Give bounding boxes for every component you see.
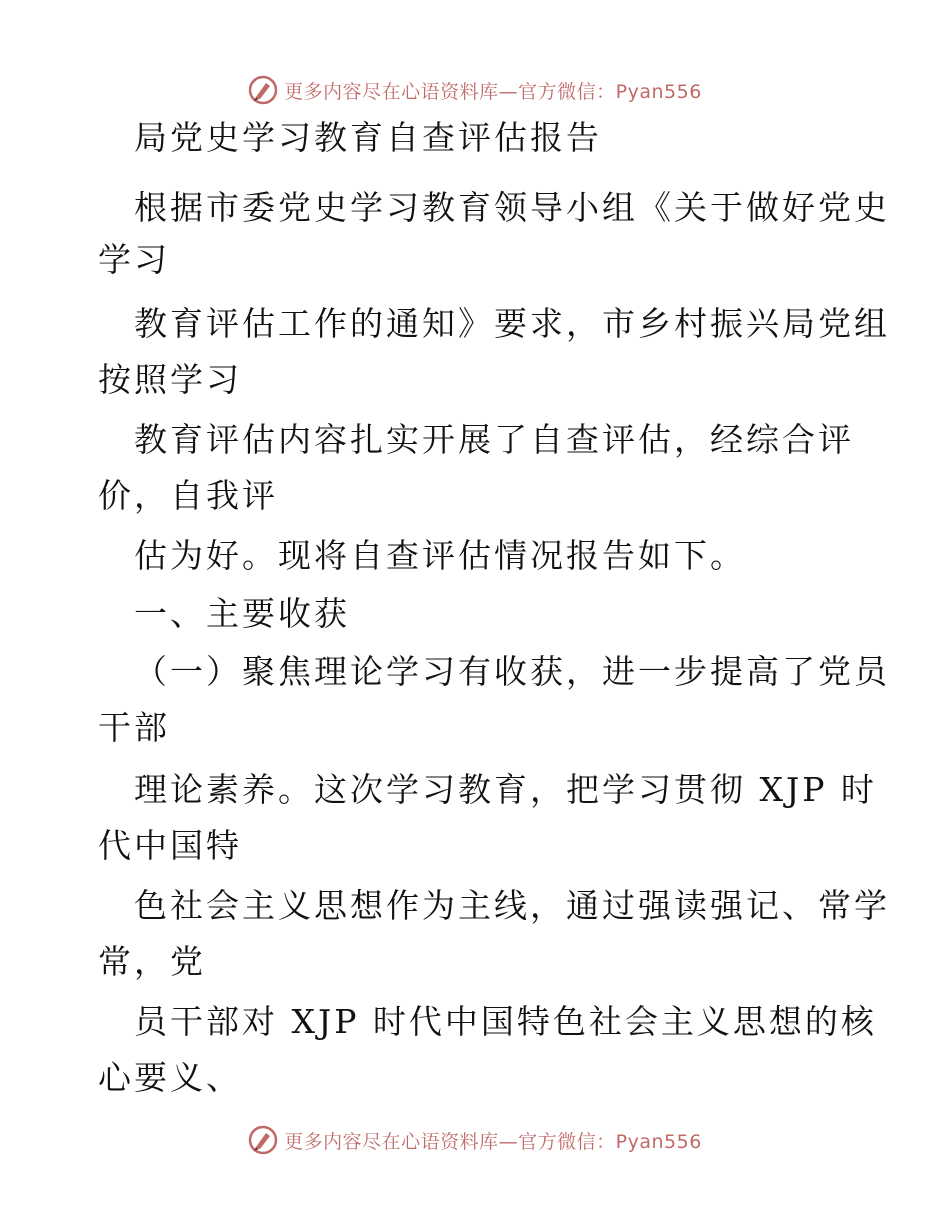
pen-logo-icon: [248, 1125, 278, 1155]
paragraph-line: 色社会主义思想作为主线，通过强读强记、常学: [134, 886, 890, 925]
document-title: 局党史学习教育自查评估报告: [134, 118, 602, 157]
paragraph-line: 按照学习: [98, 360, 242, 399]
paragraph-line: 教育评估工作的通知》要求，市乡村振兴局党组: [134, 304, 890, 343]
paragraph-line: 价，自我评: [98, 476, 278, 515]
paragraph-line: 干部: [98, 708, 170, 747]
paragraph-line: 代中国特: [98, 826, 242, 865]
paragraph-line: 根据市委党史学习教育领导小组《关于做好党史: [134, 188, 890, 227]
paragraph-line: 教育评估内容扎实开展了自查评估，经综合评: [134, 420, 854, 459]
paragraph-line: 常，党: [98, 942, 206, 981]
watermark-header: [0, 72, 950, 108]
watermark-footer: [0, 1122, 950, 1158]
subsection-heading: （一）聚焦理论学习有收获，进一步提高了党员: [134, 652, 890, 691]
paragraph-line: 估为好。现将自查评估情况报告如下。: [134, 536, 746, 575]
paragraph-line: 学习: [98, 240, 170, 279]
paragraph-line: 心要义、: [98, 1058, 242, 1097]
watermark-text: 更多内容尽在心语资料库—官方微信：Pyan556: [284, 80, 702, 103]
section-heading: 一、主要收获: [134, 594, 350, 633]
paragraph-line: 理论素养。这次学习教育，把学习贯彻 XJP 时: [134, 770, 877, 809]
paragraph-line: 员干部对 XJP 时代中国特色社会主义思想的核: [134, 1002, 877, 1041]
watermark-text: 更多内容尽在心语资料库—官方微信：Pyan556: [284, 1130, 702, 1153]
pen-logo-icon: [248, 75, 278, 105]
